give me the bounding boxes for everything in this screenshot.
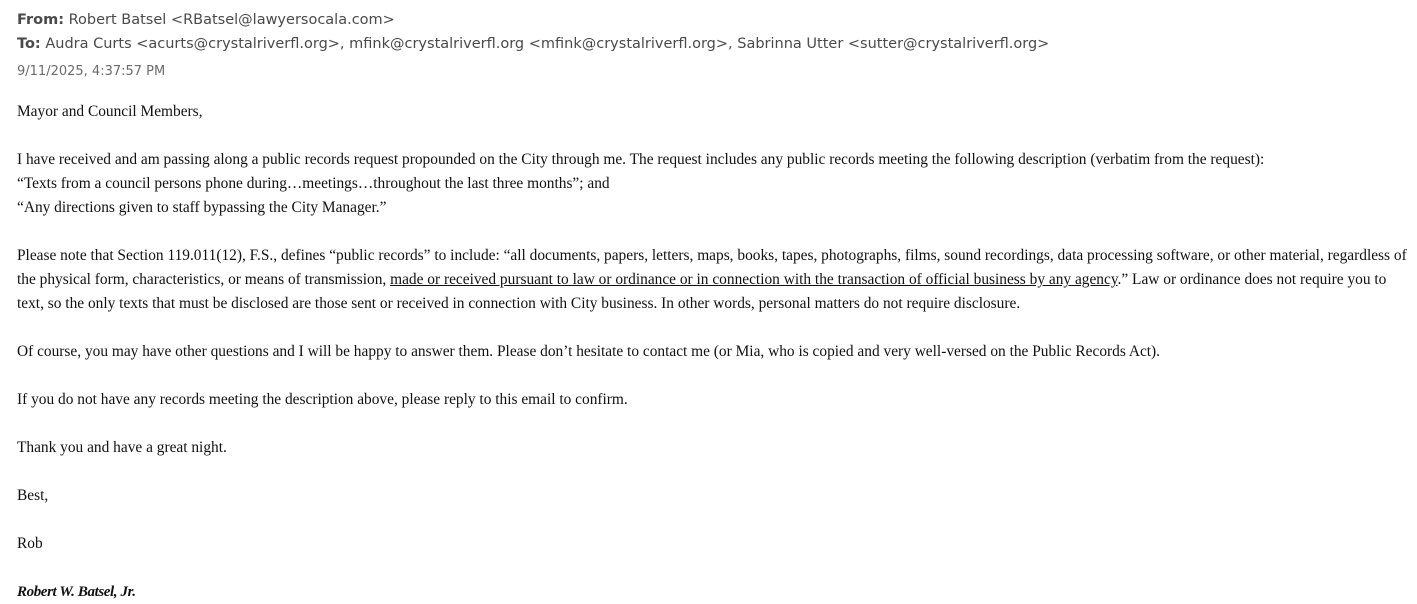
paragraph-2 xyxy=(17,244,1409,316)
sender-name: Rob xyxy=(17,535,43,552)
greeting: Mayor and Council Members, xyxy=(17,103,203,120)
paragraph-2-underlined: made or received pursuant to law or ordinance or in connection with the transaction of official business by any agency xyxy=(390,271,1118,288)
to-value[interactable]: Audra Curts <acurts@crystalriverfl.org>, mfink@crystalriverfl.org <mfink@crystalriverfl.org>, Sabrinna Utter <sutter@crystalriverfl.org> xyxy=(45,36,1050,52)
paragraph-1-line-3: “Any directions given to staff bypassing the City Manager.” xyxy=(17,199,387,216)
paragraph-2-after: .” Law or ordinance does not require you to text, so the only texts that must be disclosed are those sent or received in connection with City business. In other words, personal matters do not require disclosure. xyxy=(17,271,1387,312)
from-label: From: xyxy=(17,12,64,28)
paragraph-3: Of course, you may have other questions and I will be happy to answer them. Please don’t hesitate to contact me (or Mia, who is copied and very well-versed on the Public Records Act). xyxy=(17,343,1161,360)
from-line xyxy=(17,10,395,30)
paragraph-4: If you do not have any records meeting the description above, please reply to this email to confirm. xyxy=(17,391,628,408)
closing: Best, xyxy=(17,487,49,504)
paragraph-2-before: Please note that Section 119.011(12), F.S., defines “public records” to include: “all documents, papers, letters, maps, books, tapes, photographs, films, sound recordings, data processing software, or other material, regardless of the physical form, characteristics, or means of transmission, xyxy=(17,247,1407,288)
to-line xyxy=(17,34,1049,54)
paragraph-1-line-1: I have received and am passing along a public records request propounded on the City through me. The request includes any public records meeting the following description (verbatim from the request): xyxy=(17,151,1265,168)
sent-date: 9/11/2025, 4:37:57 PM xyxy=(17,64,166,79)
from-value[interactable]: Robert Batsel <RBatsel@lawyersocala.com> xyxy=(68,12,395,28)
paragraph-1-line-2: “Texts from a council persons phone during…meetings…throughout the last three months”; and xyxy=(17,175,610,192)
to-label: To: xyxy=(17,36,41,52)
email-body xyxy=(17,100,1409,604)
paragraph-5: Thank you and have a great night. xyxy=(17,439,227,456)
signature: Robert W. Batsel, Jr. xyxy=(17,584,136,600)
